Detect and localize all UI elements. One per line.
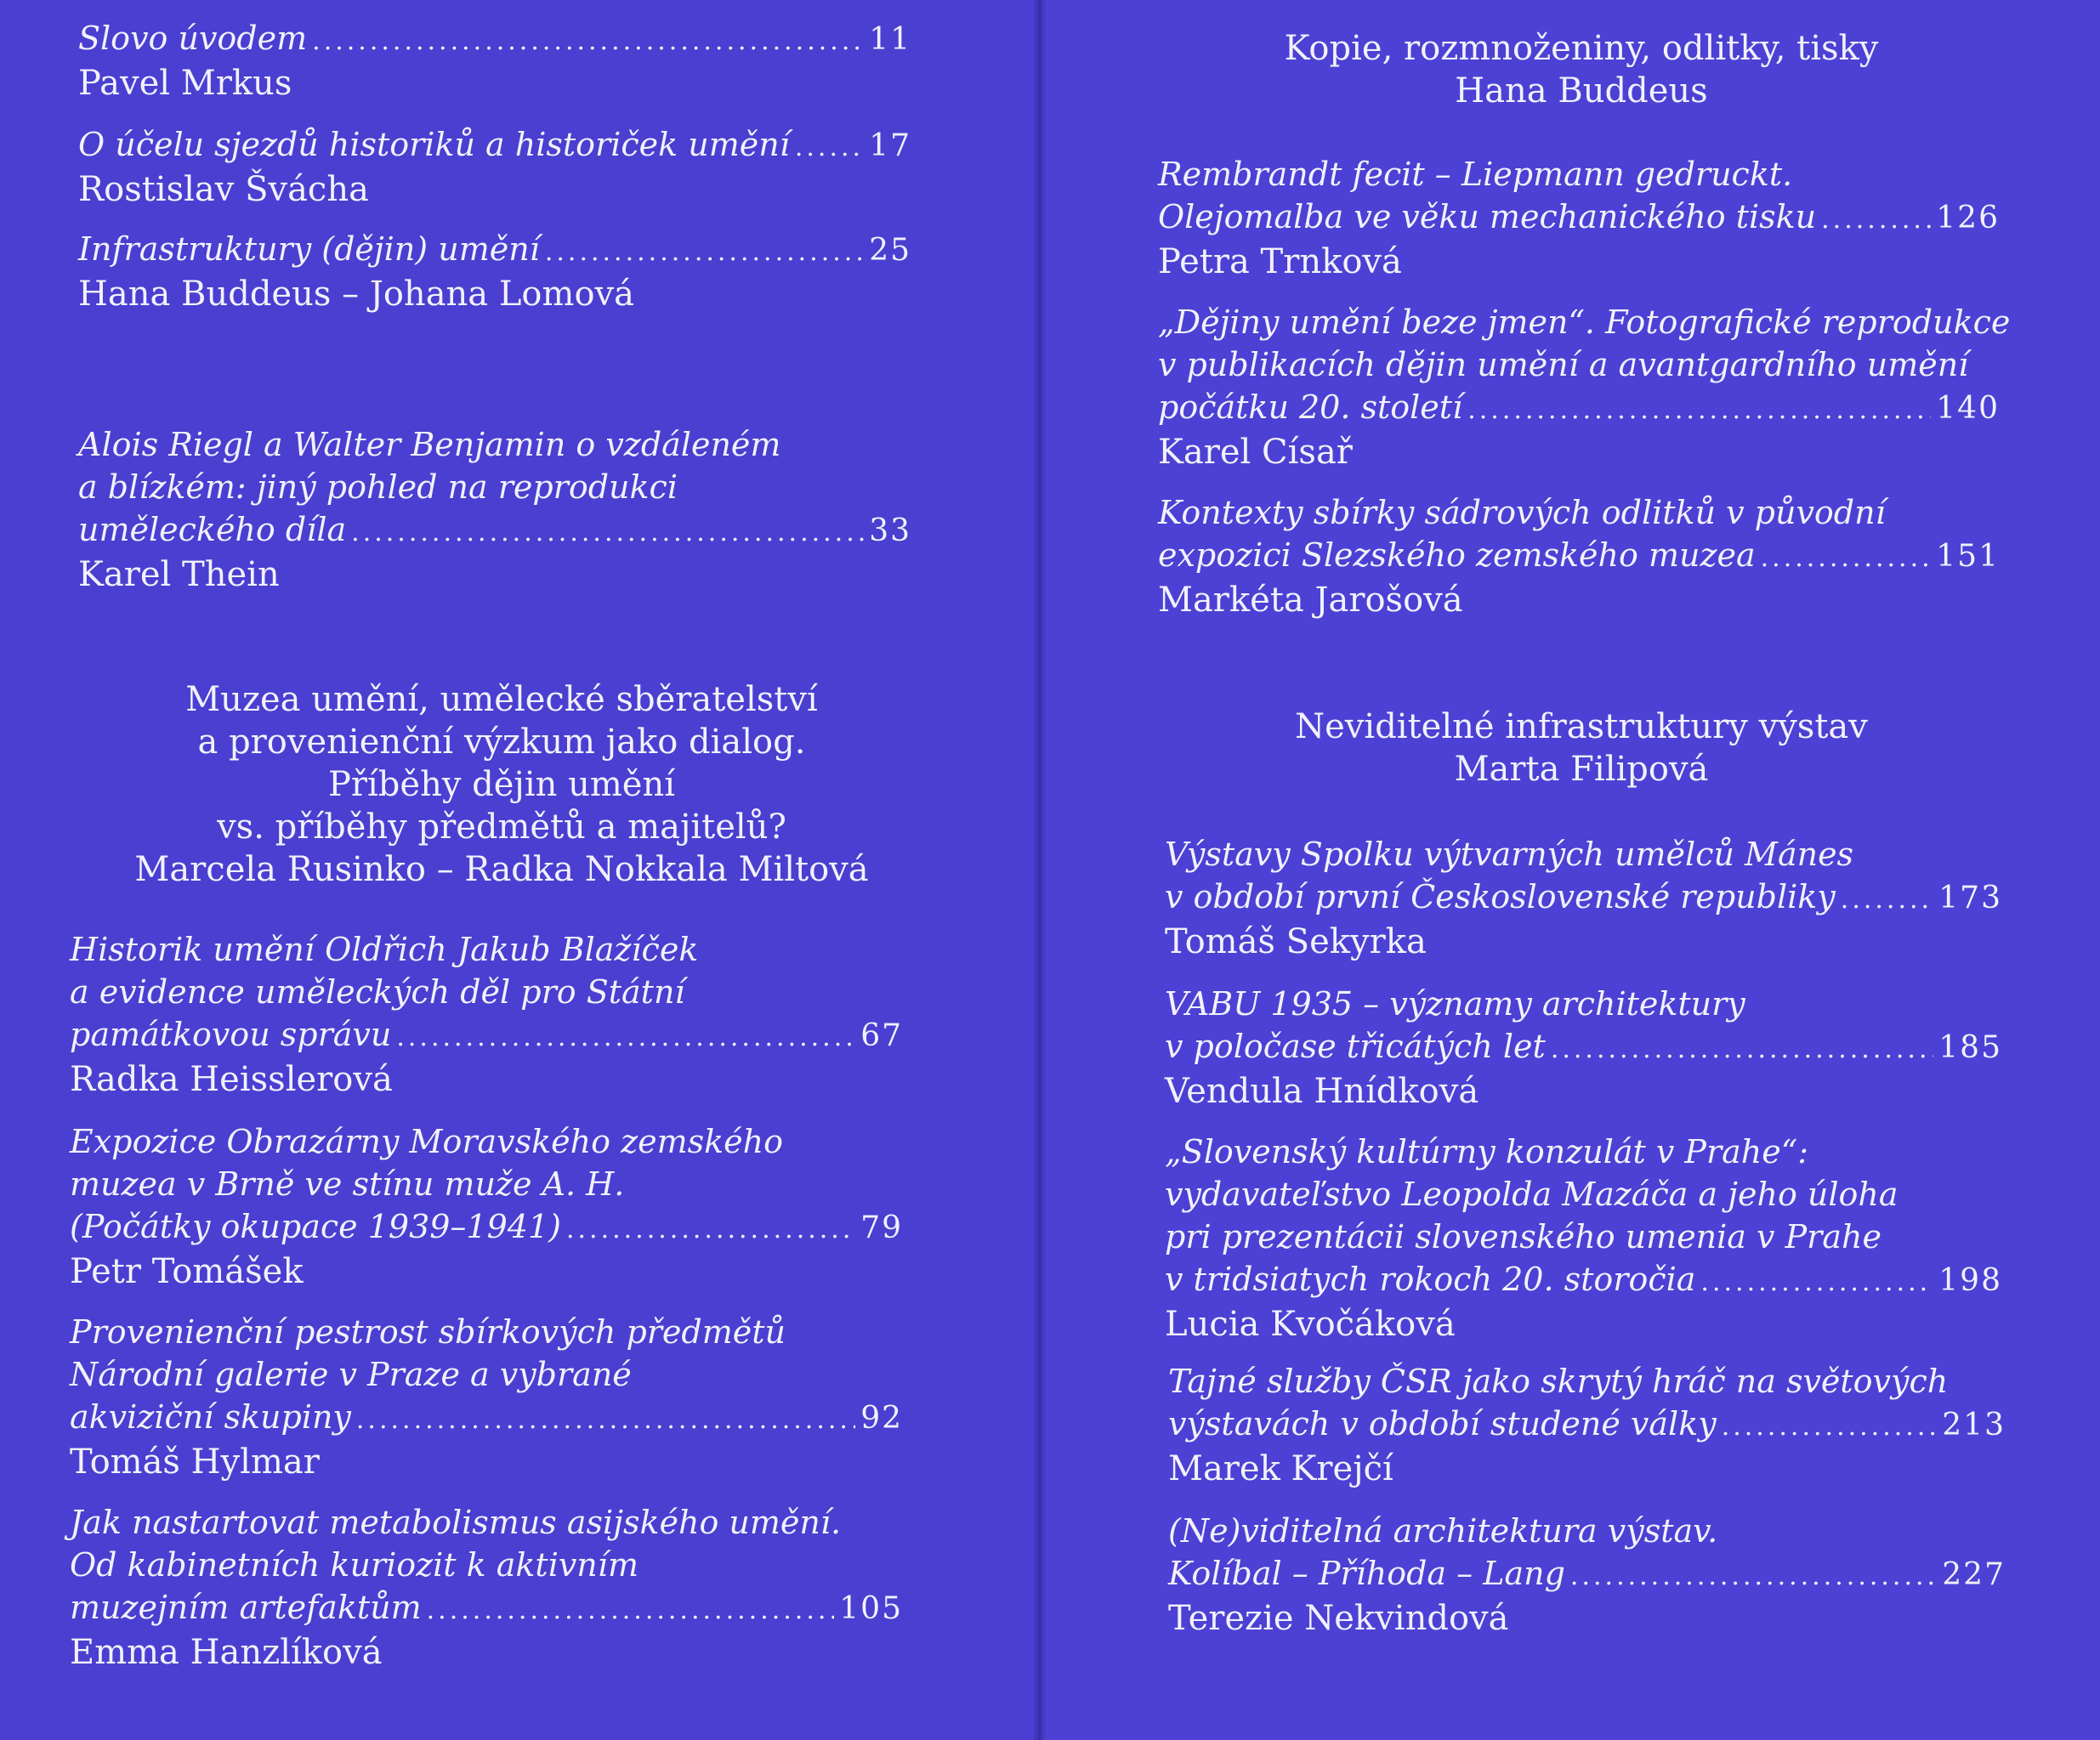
entry-author: Pavel Mrkus [78, 64, 292, 103]
toc-entry [70, 1311, 903, 1482]
toc-entry [1158, 153, 2000, 282]
entry-title-line: vydavateľstvo Leopolda Mazáča a jeho úloha [1165, 1176, 1899, 1213]
entry-author: Petr Tomášek [70, 1252, 304, 1291]
entry-title-line: Slovo úvodem ..... 11 [78, 17, 911, 63]
toc-entry [1168, 1510, 2006, 1639]
entry-author: Tomáš Sekyrka [1165, 922, 1427, 961]
entry-title-line: Kolíbal – Příhoda – Lang ..... 227 [1168, 1552, 2006, 1598]
toc-entry [78, 17, 911, 104]
entry-title-line: muzea v Brně ve stínu muže A. H. [70, 1165, 625, 1203]
gutter-fold-line [1039, 0, 1041, 1740]
entry-title-line: muzejním artefaktům ..... 105 [70, 1586, 903, 1632]
entry-author: Karel Císař [1158, 433, 1353, 472]
toc-entry [1165, 833, 2002, 962]
page-number: 105 [839, 1591, 903, 1626]
page-number: 151 [1936, 539, 2000, 574]
page-number: 227 [1942, 1557, 2006, 1592]
entry-author: Karel Thein [78, 555, 280, 594]
entry-title-line: (Ne)viditelná architektura výstav. [1168, 1512, 1718, 1550]
entry-title-line: počátku 20. století ..... 140 [1158, 386, 2000, 432]
toc-entry [1158, 301, 2011, 473]
entry-title-line: Provenienční pestrost sbírkových předmětů [70, 1313, 786, 1351]
entry-title-line: Historik umění Oldřich Jakub Blažíček [70, 931, 699, 968]
page-number: 173 [1938, 881, 2002, 915]
entry-author: Markéta Jarošová [1158, 581, 1463, 620]
entry-author: Lucia Kvočáková [1165, 1305, 1456, 1344]
section-heading: Kopie, rozmnoženiny, odlitky, tisky Hana Buddeus [1173, 27, 1989, 112]
page-number: 140 [1936, 391, 2000, 426]
entry-title-line: VABU 1935 – významy architektury [1165, 985, 1745, 1023]
section-editors: Marta Filipová [1454, 750, 1709, 789]
page-number: 198 [1938, 1263, 2002, 1298]
toc-entry [70, 1120, 903, 1292]
toc-entry [1168, 1360, 2006, 1489]
entry-title-line: Výstavy Spolku výtvarných umělců Mánes [1165, 836, 1854, 873]
entry-title-line: O účelu sjezdů historiků a historiček umění ..... 17 [78, 123, 911, 169]
entry-title-line: Kontexty sbírky sádrových odlitků v původní [1158, 494, 1886, 531]
entry-title-line: Olejomalba ve věku mechanického tisku ..... 126 [1158, 196, 2000, 241]
entry-title-line: (Počátky okupace 1939–1941) ..... 79 [70, 1205, 903, 1251]
page-number: 92 [860, 1401, 903, 1436]
entry-title-line: v období první Československé republiky ..... 173 [1165, 876, 2002, 921]
entry-title-line: Tajné služby ČSR jako skrytý hráč na světových [1168, 1363, 1949, 1400]
entry-title-line: výstavách v období studené války ..... 213 [1168, 1403, 2006, 1448]
entry-author: Emma Hanzlíková [70, 1633, 383, 1672]
entry-author: Rostislav Švácha [78, 170, 369, 209]
entry-title-line: uměleckého díla ..... 33 [78, 508, 911, 554]
entry-title-line: „Dějiny umění beze jmen“. Fotografické reprodukce [1158, 303, 2011, 341]
entry-title-line: „Slovenský kultúrny konzulát v Prahe“: [1165, 1133, 1808, 1170]
section-heading: Neviditelné infrastruktury výstav Marta Filipová [1173, 706, 1989, 791]
entry-title-line: akviziční skupiny ..... 92 [70, 1396, 903, 1442]
toc-entry [1158, 491, 2000, 621]
entry-author: Radka Heisslerová [70, 1060, 393, 1099]
entry-title-line: v poločase třicátých let ..... 185 [1165, 1025, 2002, 1071]
toc-entry [78, 123, 911, 210]
page-number: 25 [869, 233, 911, 268]
toc-entry [78, 228, 911, 315]
page-number: 213 [1942, 1408, 2006, 1442]
toc-entry [78, 423, 911, 595]
entry-title-line: a blízkém: jiný pohled na reprodukci [78, 468, 678, 506]
entry-title-line: Jak nastartovat metabolismus asijského umění. [70, 1504, 842, 1541]
section-editors: Hana Buddeus [1455, 71, 1708, 111]
section-heading: Muzea umění, umělecké sběratelství a provenienční výzkum jako dialog. Příběhy dějin umění vs. příběhy předmětů a majitelů? Marcela Rusinko – Radka Nokkala Miltová [77, 678, 927, 891]
entry-author: Marek Krejčí [1168, 1449, 1393, 1488]
toc-entry [70, 1501, 903, 1673]
entry-title-line: Infrastruktury (dějin) umění ..... 25 [78, 228, 911, 274]
entry-author: Petra Trnková [1158, 242, 1402, 281]
entry-title-line: expozici Slezského zemského muzea ..... 151 [1158, 534, 2000, 580]
page-number: 185 [1938, 1030, 2002, 1065]
entry-author: Hana Buddeus – Johana Lomová [78, 275, 634, 314]
page-number: 126 [1936, 201, 2000, 235]
toc-entry [1165, 1131, 2002, 1345]
entry-title-line: Expozice Obrazárny Moravského zemského [70, 1123, 783, 1160]
entry-author: Terezie Nekvindová [1168, 1599, 1509, 1638]
toc-entry [1165, 983, 2002, 1112]
entry-title-line: Od kabinetních kuriozit k aktivním [70, 1546, 639, 1584]
entry-author: Vendula Hnídková [1165, 1072, 1479, 1111]
entry-title-line: a evidence uměleckých děl pro Státní [70, 973, 685, 1011]
page-number: 33 [869, 513, 911, 548]
entry-author: Tomáš Hylmar [70, 1442, 320, 1482]
section-editors: Marcela Rusinko – Radka Nokkala Miltová [134, 850, 869, 889]
entry-title-line: Národní galerie v Praze a vybrané [70, 1356, 632, 1393]
entry-title-line: Rembrandt fecit – Liepmann gedruckt. [1158, 156, 1793, 193]
entry-title-line: v publikacích dějin umění a avantgardního umění [1158, 346, 1969, 383]
entry-title-line: pri prezentácii slovenského umenia v Prahe [1165, 1218, 1881, 1255]
entry-title-line: památkovou správu ..... 67 [70, 1013, 903, 1059]
entry-title-line: Alois Riegl a Walter Benjamin o vzdáleném [78, 426, 781, 463]
page-number: 79 [860, 1210, 903, 1245]
toc-entry [70, 928, 903, 1100]
page-number: 11 [869, 22, 911, 57]
page-number: 67 [860, 1018, 903, 1053]
entry-title-line: v tridsiatych rokoch 20. storočia ..... 198 [1165, 1258, 2002, 1304]
page-number: 17 [869, 128, 911, 163]
